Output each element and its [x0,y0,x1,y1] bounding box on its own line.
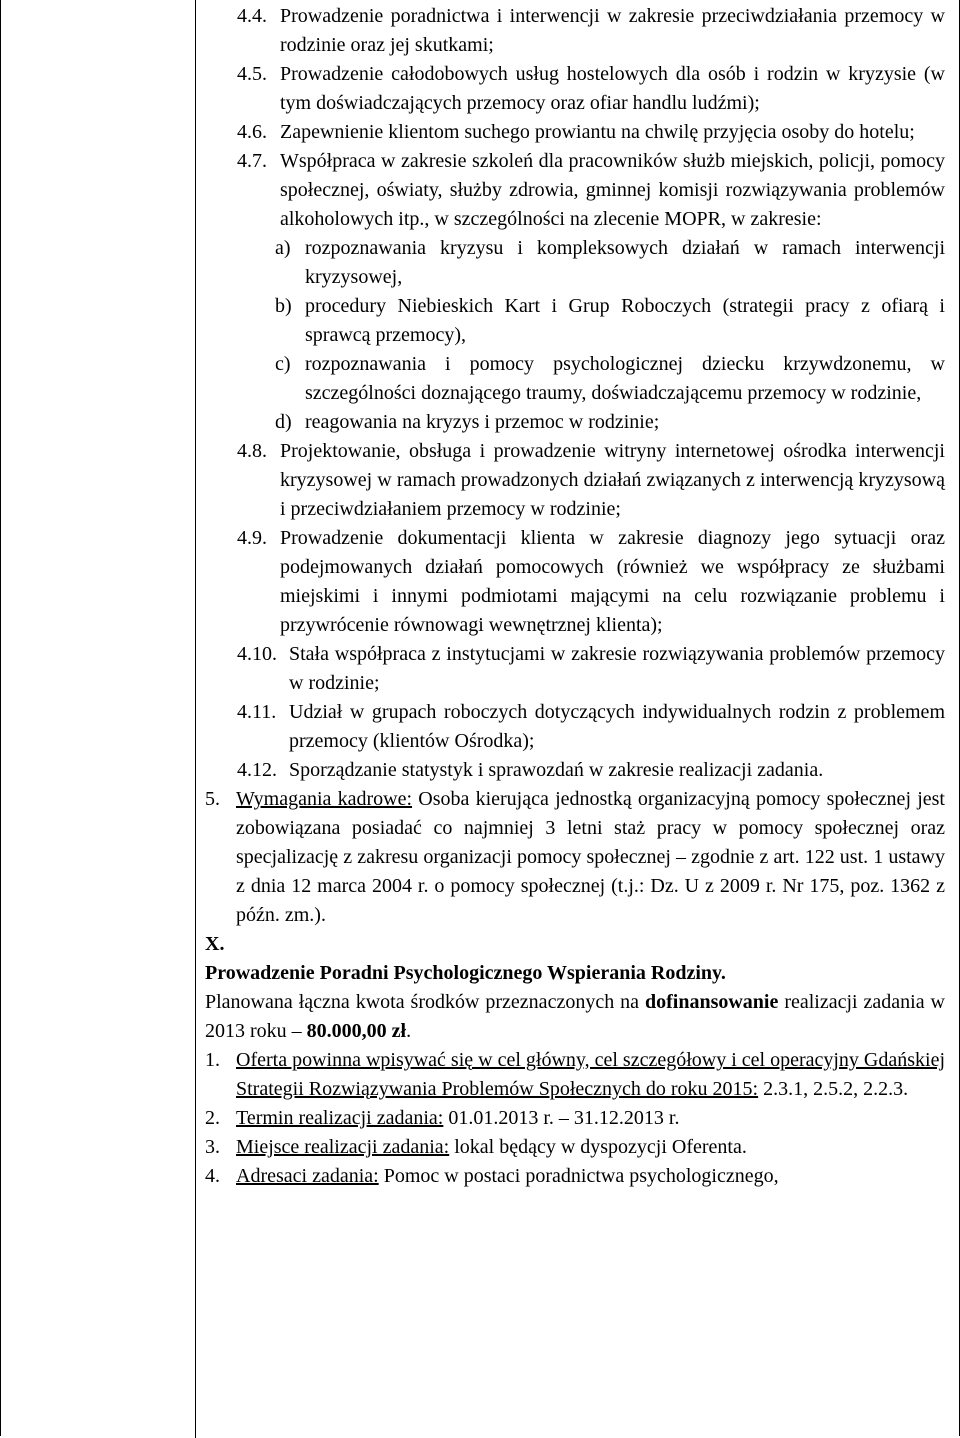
list-item [237,640,945,698]
list-item [237,437,945,524]
sub-list-item [275,350,945,408]
item-text: Sporządzanie statystyk i sprawozdań w zakresie realizacji zadania. [289,759,824,781]
item-label: Miejsce realizacji zadania: [236,1136,450,1158]
section-list-item [205,1133,945,1162]
item-text [236,1133,945,1162]
item-value: 01.01.2013 r. – 31.12.2013 r. [443,1107,680,1129]
sub-item-letter: a) [275,237,291,259]
list-item [237,147,945,234]
item-text: Prowadzenie całodobowych usług hostelowych dla osób i rodzin w kryzysie (w tym doświadczających przemocy oraz ofiar handlu ludźmi); [280,63,945,114]
staff-requirements-text: Osoba kierująca jednostką organizacyjną pomocy społecznej jest zobowiązana posiadać co najmniej 3 letni staż pracy w pomocy społecznej oraz specjalizację z zakresu organizacji pomocy społecznej – zgodnie z art. 122 ust. 1 ustawy z dnia 12 marca 2004 r. o pomocy społecznej (t.j.: Dz. U z 2009 r. Nr 175, poz. 1362 z późn. zm.). [236,788,945,926]
item-text: Udział w grupach roboczych dotyczących indywidualnych rodzin z problemem przemocy (klientów Ośrodka); [289,701,945,752]
staff-requirements-label: Wymagania kadrowe: [236,788,413,810]
sub-item-letter: c) [275,353,291,375]
item-number: 4.12. [237,759,277,781]
section-title: Prowadzenie Poradni Psychologicznego Wspierania Rodziny. [205,962,726,984]
item-number: 4.9. [237,527,267,549]
column-divider [195,0,196,1438]
section-roman-number: X. [205,933,225,955]
item-number: 4.6. [237,121,267,143]
item-text: Współpraca w zakresie szkoleń dla pracowników służb miejskich, policji, pomocy społecznej, oświaty, służby zdrowia, gminnej komisji rozwiązywania problemów alkoholowych itp., w szczególności na zlecenie MOPR, w zakresie: [280,150,945,230]
item-number: 4.4. [237,5,267,27]
sub-list-item [275,234,945,292]
item-value: 2.3.1, 2.5.2, 2.2.3. [758,1078,909,1100]
item-text: Prowadzenie dokumentacji klienta w zakresie diagnozy jego sytuacji oraz podejmowanych działań pomocowych (również we współpracy ze służbami miejskimi i innymi podmiotami mającymi na celu rozwiązanie problemu i przywrócenie równowagi wewnętrznej klienta); [280,527,945,636]
item-number: 4.7. [237,150,267,172]
item-text: Stała współpraca z instytucjami w zakresie rozwiązywania problemów przemocy w rodzinie; [289,643,945,694]
staff-requirements-item [205,785,945,930]
item-text: Prowadzenie poradnictwa i interwencji w zakresie przeciwdziałania przemocy w rodzinie oraz jej skutkami; [280,5,945,56]
funding-text-end: . [406,1020,412,1042]
funding-text-pre: Planowana łączna kwota środków przeznaczonych na [205,991,645,1013]
list-item [237,2,945,60]
item-label: Termin realizacji zadania: [236,1107,444,1129]
item-number: 4.11. [237,701,277,723]
funding-paragraph [205,988,945,1046]
section-list-item [205,1046,945,1104]
list-item [237,60,945,118]
item-number: 5. [205,788,220,810]
sub-list-item [275,292,945,350]
item-text [236,1162,945,1191]
item-number: 4.5. [237,63,267,85]
funding-text-mid: realizacji zadania w 2013 roku – [205,991,945,1042]
sub-list-item [275,408,945,437]
sub-item-letter: d) [275,411,292,433]
sub-item-text: rozpoznawania i pomocy psychologicznej dziecku krzywdzonemu, w szczególności doznającego traumy, doświadczającemu przemocy w rodzinie, [305,353,945,404]
item-text [236,785,945,930]
item-number: 2. [205,1107,220,1129]
item-number: 4. [205,1165,220,1187]
item-value: lokal będący w dyspozycji Oferenta. [449,1136,747,1158]
sub-item-text: reagowania na kryzys i przemoc w rodzinie; [305,411,660,433]
item-label: Adresaci zadania: [236,1165,379,1187]
section-list-item [205,1162,945,1191]
document-content [205,2,945,1191]
funding-amount: 80.000,00 zł [306,1020,407,1042]
item-text: Projektowanie, obsługa i prowadzenie witryny internetowej ośrodka interwencji kryzysowej w ramach prowadzonych działań związanych z interwencją kryzysową i przeciwdziałaniem przemocy w rodzinie; [280,440,945,520]
item-label: Oferta powinna wpisywać się w cel główny, cel szczegółowy i cel operacyjny Gdańskiej Strategii Rozwiązywania Problemów Społecznych do roku 2015: [236,1049,946,1100]
item-text [236,1046,945,1104]
list-item [237,698,945,756]
item-number: 4.8. [237,440,267,462]
sub-item-text: rozpoznawania kryzysu i kompleksowych działań w ramach interwencji kryzysowej, [305,237,945,288]
item-number: 3. [205,1136,220,1158]
list-item [237,756,945,785]
sub-item-letter: b) [275,295,292,317]
funding-bold-word: dofinansowanie [644,991,779,1013]
item-number: 4.10. [237,643,277,665]
item-text [236,1104,945,1133]
item-number: 1. [205,1049,220,1071]
sub-item-text: procedury Niebieskich Kart i Grup Roboczych (strategii pracy z ofiarą i sprawcą przemocy), [305,295,945,346]
section-list-item [205,1104,945,1133]
item-text: Zapewnienie klientom suchego prowiantu na chwilę przyjęcia osoby do hotelu; [280,121,915,143]
list-item [237,524,945,640]
list-item [237,118,945,147]
item-value: Pomoc w postaci poradnictwa psychologicznego, [378,1165,779,1187]
